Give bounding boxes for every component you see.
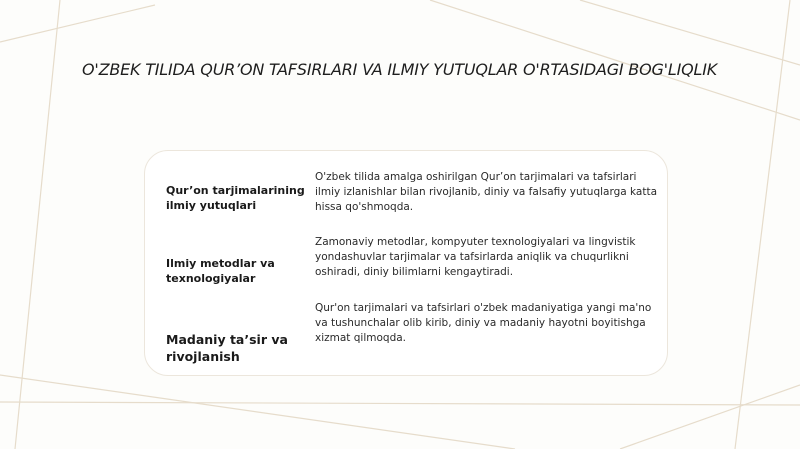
row-heading-1: Qur’on tarjimalarining ilmiy yutuqlari	[166, 184, 305, 212]
row-text-3: Qur'on tarjimalari va tafsirlari o'zbek madaniyatiga yangi ma'no va tushunchalar olib kirib, diniy va madaniy hayotni boyitishga xizmat qilmoqda.	[315, 302, 652, 344]
row-heading-2: Ilmiy metodlar va texnologiyalar	[166, 257, 275, 285]
row-text-2: Zamonaviy metodlar, kompyuter texnologiyalari va lingvistik yondashuvlar tarjimalar va tafsirlarda aniqlik va chuqurlikni oshiradi, diniy bilimlarni kengaytiradi.	[315, 236, 636, 278]
row-text-1: O'zbek tilida amalga oshirilgan Qur’on tarjimalari va tafsirlari ilmiy izlanishlar bilan rivojlanib, diniy va falsafiy yutuqlarga katta hissa qo'shmoqda.	[315, 171, 658, 213]
row-heading-3: Madaniy ta’sir va rivojlanish	[166, 332, 288, 364]
slide-title: O'ZBEK TILIDA QUR’ON TAFSIRLARI VA ILMIY YUTUQLAR O'RTASIDAGI BOG'LIQLIK	[82, 60, 718, 79]
